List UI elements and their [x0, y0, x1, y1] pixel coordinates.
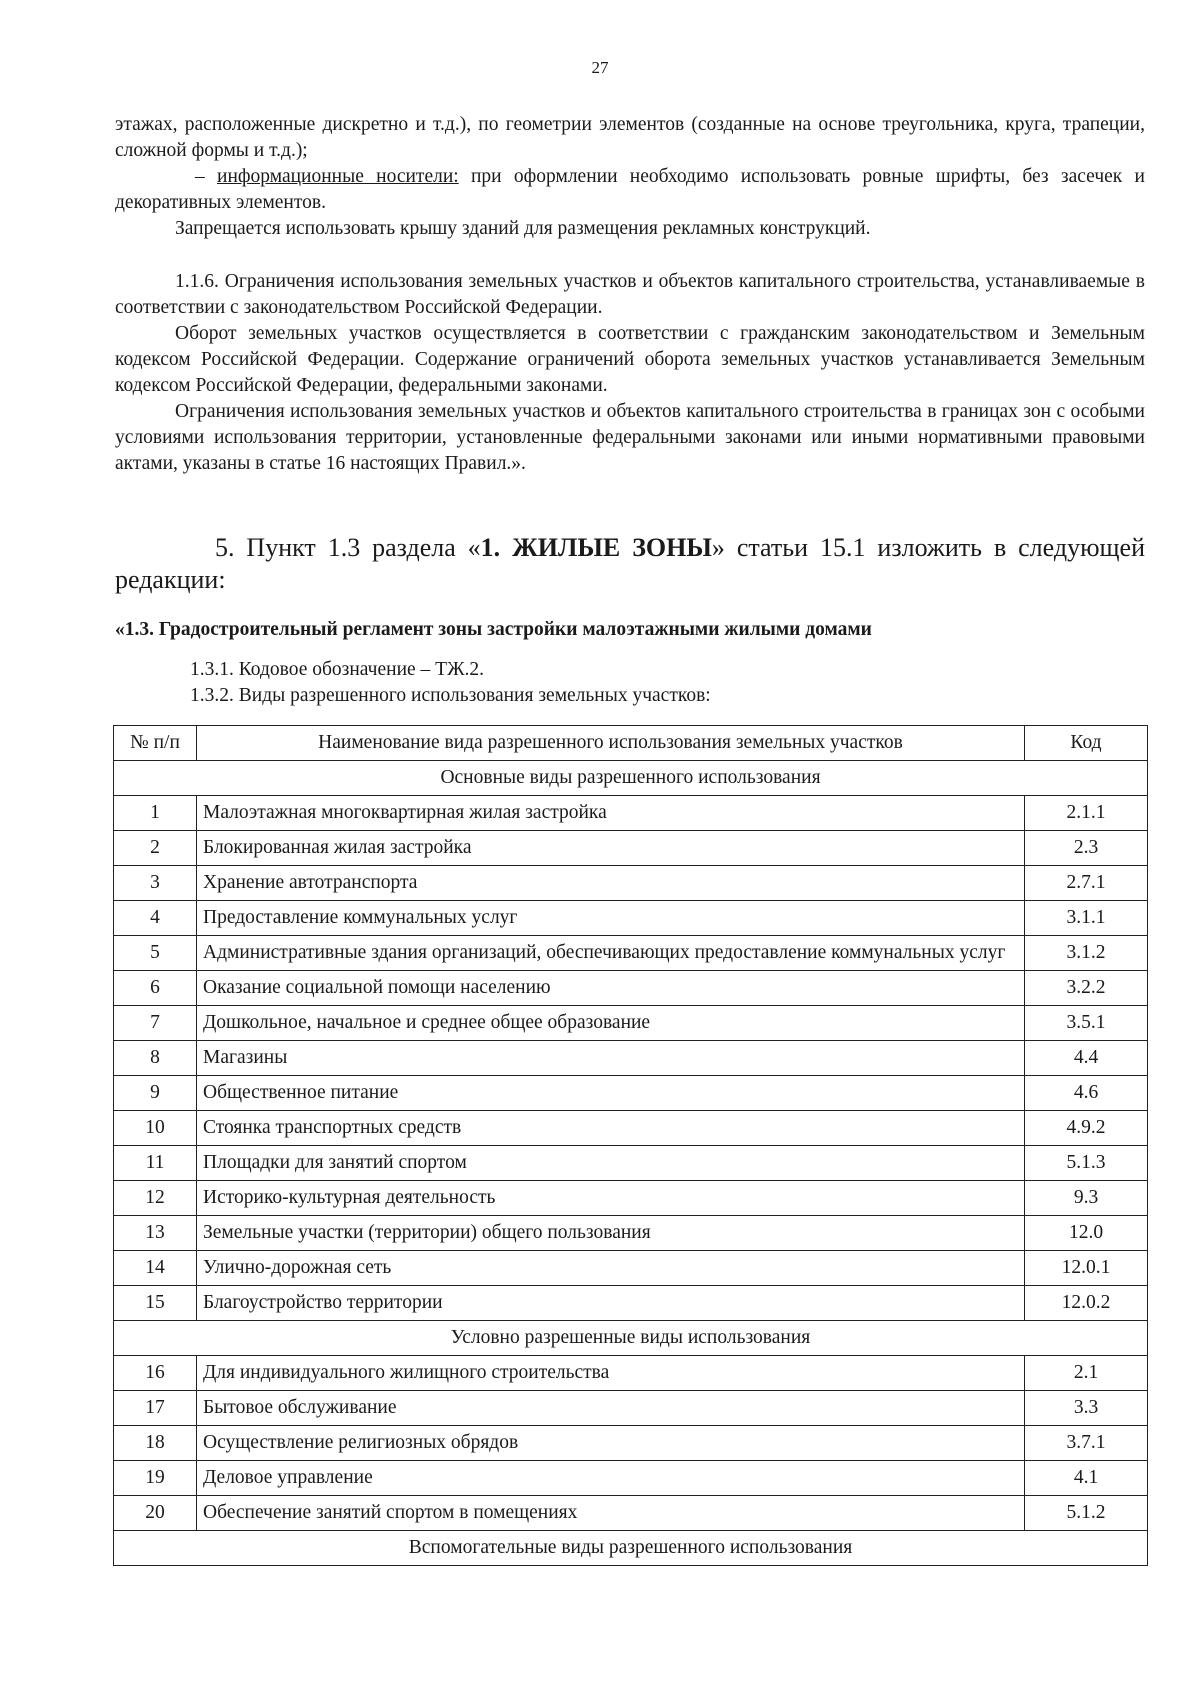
- item-5-prefix: 5. Пункт 1.3 раздела «: [215, 533, 481, 562]
- table-row: [114, 831, 1148, 866]
- row-code: 5.1.2: [1025, 1496, 1148, 1531]
- table-row: [114, 1181, 1148, 1216]
- row-num: 10: [114, 1111, 197, 1146]
- header-num: № п/п: [114, 726, 197, 761]
- row-num: 16: [114, 1356, 197, 1391]
- table-row: [114, 1286, 1148, 1321]
- header-code: Код: [1025, 726, 1148, 761]
- row-num: 6: [114, 971, 197, 1006]
- row-code: 4.4: [1025, 1041, 1148, 1076]
- row-name: Для индивидуального жилищного строительства: [197, 1356, 1025, 1391]
- table-header-row: [114, 726, 1148, 761]
- row-name: Магазины: [197, 1041, 1025, 1076]
- info-carriers-text: при оформлении необходимо использовать ровные шрифты, без засечек и декоративных элементов.: [115, 166, 1145, 213]
- row-num: 13: [114, 1216, 197, 1251]
- row-num: 15: [114, 1286, 197, 1321]
- row-code: 2.1: [1025, 1356, 1148, 1391]
- row-code: 5.1.3: [1025, 1146, 1148, 1181]
- row-code: 9.3: [1025, 1181, 1148, 1216]
- section-1-1-6-para2: Ограничения использования земельных участков и объектов капитального строительства в границах зон с особыми условиями использования территории, установленные федеральными законами или иными нормативными правовыми актами, указаны в статье 16 настоящих Правил.».: [115, 401, 1145, 474]
- info-carriers-paragraph: [115, 164, 1145, 216]
- row-num: 19: [114, 1461, 197, 1496]
- row-name: Дошкольное, начальное и среднее общее образование: [197, 1006, 1025, 1041]
- row-code: 12.0: [1025, 1216, 1148, 1251]
- info-carriers-label: информационные носители:: [217, 166, 459, 187]
- row-name: Предоставление коммунальных услуг: [197, 901, 1025, 936]
- dash: –: [195, 166, 205, 187]
- section-1-3: [115, 617, 1145, 709]
- table-row: [114, 1216, 1148, 1251]
- row-name: Блокированная жилая застройка: [197, 831, 1025, 866]
- row-num: 14: [114, 1251, 197, 1286]
- row-num: 11: [114, 1146, 197, 1181]
- section-1-3-title: «1.3. Градостроительный регламент зоны застройки малоэтажными жилыми домами: [115, 619, 872, 640]
- table-group-row: [114, 761, 1148, 796]
- table-row: [114, 1391, 1148, 1426]
- row-name: Осуществление религиозных обрядов: [197, 1426, 1025, 1461]
- table-row: [114, 1251, 1148, 1286]
- table-row: [114, 1146, 1148, 1181]
- row-name: Земельные участки (территории) общего пользования: [197, 1216, 1025, 1251]
- table-row: [114, 936, 1148, 971]
- group-label: Условно разрешенные виды использования: [114, 1321, 1148, 1356]
- intro-block: [115, 112, 1145, 242]
- row-code: 12.0.1: [1025, 1251, 1148, 1286]
- row-code: 3.1.1: [1025, 901, 1148, 936]
- row-name: Благоустройство территории: [197, 1286, 1025, 1321]
- row-name: Историко-культурная деятельность: [197, 1181, 1025, 1216]
- row-code: 12.0.2: [1025, 1286, 1148, 1321]
- table-group-row: [114, 1531, 1148, 1566]
- row-num: 5: [114, 936, 197, 971]
- group-label: Основные виды разрешенного использования: [114, 761, 1148, 796]
- row-name: Хранение автотранспорта: [197, 866, 1025, 901]
- row-name: Стоянка транспортных средств: [197, 1111, 1025, 1146]
- row-num: 1: [114, 796, 197, 831]
- row-name: Малоэтажная многоквартирная жилая застройка: [197, 796, 1025, 831]
- section-1-1-6-para1: Оборот земельных участков осуществляется в соответствии с гражданским законодательством и Земельным кодексом Российской Федерации. Содержание ограничений оборота земельных участков устанавливается Земельным кодексом Российской Федерации, федеральными законами.: [115, 323, 1145, 396]
- row-name: Административные здания организаций, обеспечивающих предоставление коммунальных услуг: [197, 936, 1025, 971]
- page-number: 27: [591, 58, 609, 77]
- row-code: 4.9.2: [1025, 1111, 1148, 1146]
- row-code: 3.7.1: [1025, 1426, 1148, 1461]
- row-code: 3.5.1: [1025, 1006, 1148, 1041]
- table-group-row: [114, 1321, 1148, 1356]
- roof-ban-paragraph: Запрещается использовать крышу зданий для размещения рекламных конструкций.: [175, 218, 871, 239]
- header-name: Наименование вида разрешенного использования земельных участков: [197, 726, 1025, 761]
- row-num: 7: [114, 1006, 197, 1041]
- group-label: Вспомогательные виды разрешенного использования: [114, 1531, 1148, 1566]
- row-code: 2.1.1: [1025, 796, 1148, 831]
- section-1-3-1: 1.3.1. Кодовое обозначение – ТЖ.2.: [190, 659, 485, 680]
- row-code: 4.6: [1025, 1076, 1148, 1111]
- row-name: Площадки для занятий спортом: [197, 1146, 1025, 1181]
- item-5-bold: 1. ЖИЛЫЕ ЗОНЫ: [480, 533, 712, 562]
- table-row: [114, 1461, 1148, 1496]
- table-row: [114, 1111, 1148, 1146]
- intro-paragraph: этажах, расположенные дискретно и т.д.), по геометрии элементов (созданные на основе треугольника, круга, трапеции, сложной формы и т.д.);: [115, 114, 1145, 161]
- section-1-3-2: 1.3.2. Виды разрешенного использования земельных участков:: [190, 685, 711, 706]
- section-1-1-6-title: 1.1.6. Ограничения использования земельных участков и объектов капитального строительства, устанавливаемые в соответствии с законодательством Российской Федерации.: [115, 271, 1145, 318]
- table-row: [114, 901, 1148, 936]
- table-row: [114, 1041, 1148, 1076]
- table-row: [114, 1006, 1148, 1041]
- row-num: 12: [114, 1181, 197, 1216]
- row-code: 3.3: [1025, 1391, 1148, 1426]
- table-row: [114, 866, 1148, 901]
- row-name: Обеспечение занятий спортом в помещениях: [197, 1496, 1025, 1531]
- item-5-text: [115, 532, 1145, 596]
- row-code: 3.1.2: [1025, 936, 1148, 971]
- row-name: Улично-дорожная сеть: [197, 1251, 1025, 1286]
- item-5: [115, 532, 1145, 596]
- item-5-suffix: » статьи 15.1 изложить в следующей редакции:: [115, 533, 1145, 594]
- row-num: 3: [114, 866, 197, 901]
- row-name: Деловое управление: [197, 1461, 1025, 1496]
- row-name: Оказание социальной помощи населению: [197, 971, 1025, 1006]
- row-num: 20: [114, 1496, 197, 1531]
- table-row: [114, 796, 1148, 831]
- row-code: 2.7.1: [1025, 866, 1148, 901]
- row-name: Общественное питание: [197, 1076, 1025, 1111]
- section-1-1-6: [115, 269, 1145, 477]
- row-num: 2: [114, 831, 197, 866]
- row-num: 9: [114, 1076, 197, 1111]
- row-num: 4: [114, 901, 197, 936]
- row-code: 4.1: [1025, 1461, 1148, 1496]
- table-row: [114, 1356, 1148, 1391]
- table-row: [114, 1496, 1148, 1531]
- row-code: 3.2.2: [1025, 971, 1148, 1006]
- row-num: 8: [114, 1041, 197, 1076]
- land-use-table: [113, 725, 1148, 1566]
- table-row: [114, 971, 1148, 1006]
- row-num: 17: [114, 1391, 197, 1426]
- row-code: 2.3: [1025, 831, 1148, 866]
- row-num: 18: [114, 1426, 197, 1461]
- table-row: [114, 1076, 1148, 1111]
- table-row: [114, 1426, 1148, 1461]
- row-name: Бытовое обслуживание: [197, 1391, 1025, 1426]
